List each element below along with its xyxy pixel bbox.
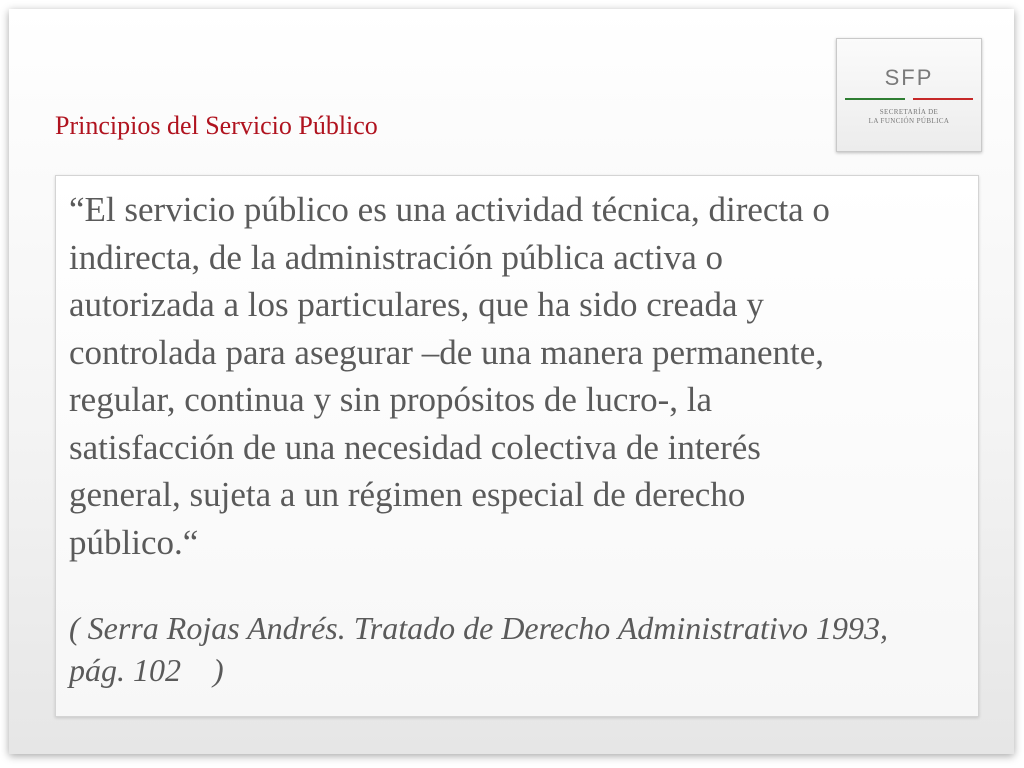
logo-abbreviation: SFP bbox=[884, 65, 934, 90]
citation bbox=[69, 607, 969, 691]
logo-red-stripe bbox=[913, 98, 973, 100]
sfp-logo bbox=[836, 38, 982, 152]
slide-title: Principios del Servicio Público bbox=[55, 111, 378, 140]
quote-text bbox=[69, 186, 949, 566]
citation-line: pág. 102 ) bbox=[69, 652, 224, 688]
logo-subtitle-line2: LA FUNCIÓN PÚBLICA bbox=[868, 117, 950, 125]
quote-line: satisfacción de una necesidad colectiva de interés bbox=[69, 427, 761, 467]
quote-line: público.“ bbox=[69, 522, 199, 562]
quote-line: controlada para asegurar –de una manera permanente, bbox=[69, 332, 825, 372]
logo-green-stripe bbox=[845, 98, 905, 100]
logo-subtitle-line1: SECRETARÍA DE bbox=[879, 108, 939, 116]
quote-line: “El servicio público es una actividad técnica, directa o bbox=[69, 190, 830, 229]
quote-line: indirecta, de la administración pública activa o bbox=[69, 237, 724, 277]
slide bbox=[9, 9, 1014, 754]
quote-line: autorizada a los particulares, que ha sido creada y bbox=[69, 285, 764, 324]
quote-box bbox=[55, 175, 979, 717]
citation-line: ( Serra Rojas Andrés. Tratado de Derecho Administrativo 1993, bbox=[69, 610, 888, 646]
quote-line: regular, continua y sin propósitos de lucro-, la bbox=[69, 380, 713, 419]
quote-line: general, sujeta a un régimen especial de derecho bbox=[69, 475, 746, 514]
